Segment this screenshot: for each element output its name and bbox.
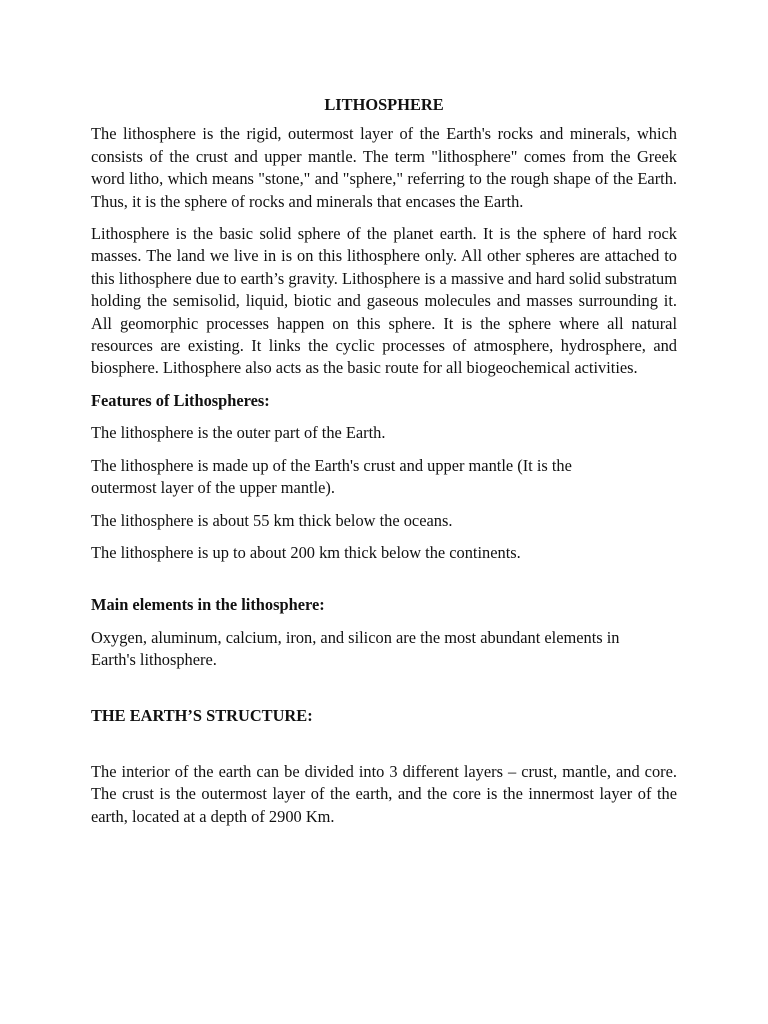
structure-paragraph: The interior of the earth can be divided into 3 different layers – crust, mantle, and core. The crust is the outermost layer of the earth, and the core is the innermost layer of the earth, located at a depth of 2900 Km. [91, 761, 677, 826]
elements-paragraph: Oxygen, aluminum, calcium, iron, and silicon are the most abundant elements in Earth's lithosphere. [91, 627, 620, 670]
feature-item: The lithosphere is up to about 200 km thick below the continents. [91, 542, 521, 562]
intro-paragraph-1: The lithosphere is the rigid, outermost layer of the Earth's rocks and minerals, which consists of the crust and upper mantle. The term "lithosphere" comes from the Greek word litho, which means "stone," and "sphere," referring to the rough shape of the Earth. Thus, it is the sphere of rocks and minerals that encases the Earth. [91, 124, 677, 211]
feature-item: The lithosphere is the outer part of the Earth. [91, 423, 386, 443]
features-heading: Features of Lithospheres: [91, 390, 270, 410]
feature-item: The lithosphere is about 55 km thick below the oceans. [91, 510, 453, 530]
elements-heading: Main elements in the lithosphere: [91, 595, 325, 615]
feature-item: The lithosphere is made up of the Earth's crust and upper mantle (It is the outermost layer of the upper mantle). [91, 455, 572, 498]
document-body [91, 94, 677, 838]
structure-heading: THE EARTH’S STRUCTURE: [91, 705, 313, 725]
document-title: LITHOSPHERE [324, 95, 444, 114]
intro-paragraph-2: Lithosphere is the basic solid sphere of the planet earth. It is the sphere of hard rock masses. The land we live in is on this lithosphere only. All other spheres are attached to this lithosphere due to earth’s gravity. Lithosphere is a massive and hard solid substratum holding the semisolid, liquid, biotic and gaseous molecules and masses surrounding it. All geomorphic processes happen on this sphere. It is the sphere where all natural resources are existing. It links the cyclic processes of atmosphere, hydrosphere, and biosphere. Lithosphere also acts as the basic route for all biogeochemical activities. [91, 224, 677, 378]
